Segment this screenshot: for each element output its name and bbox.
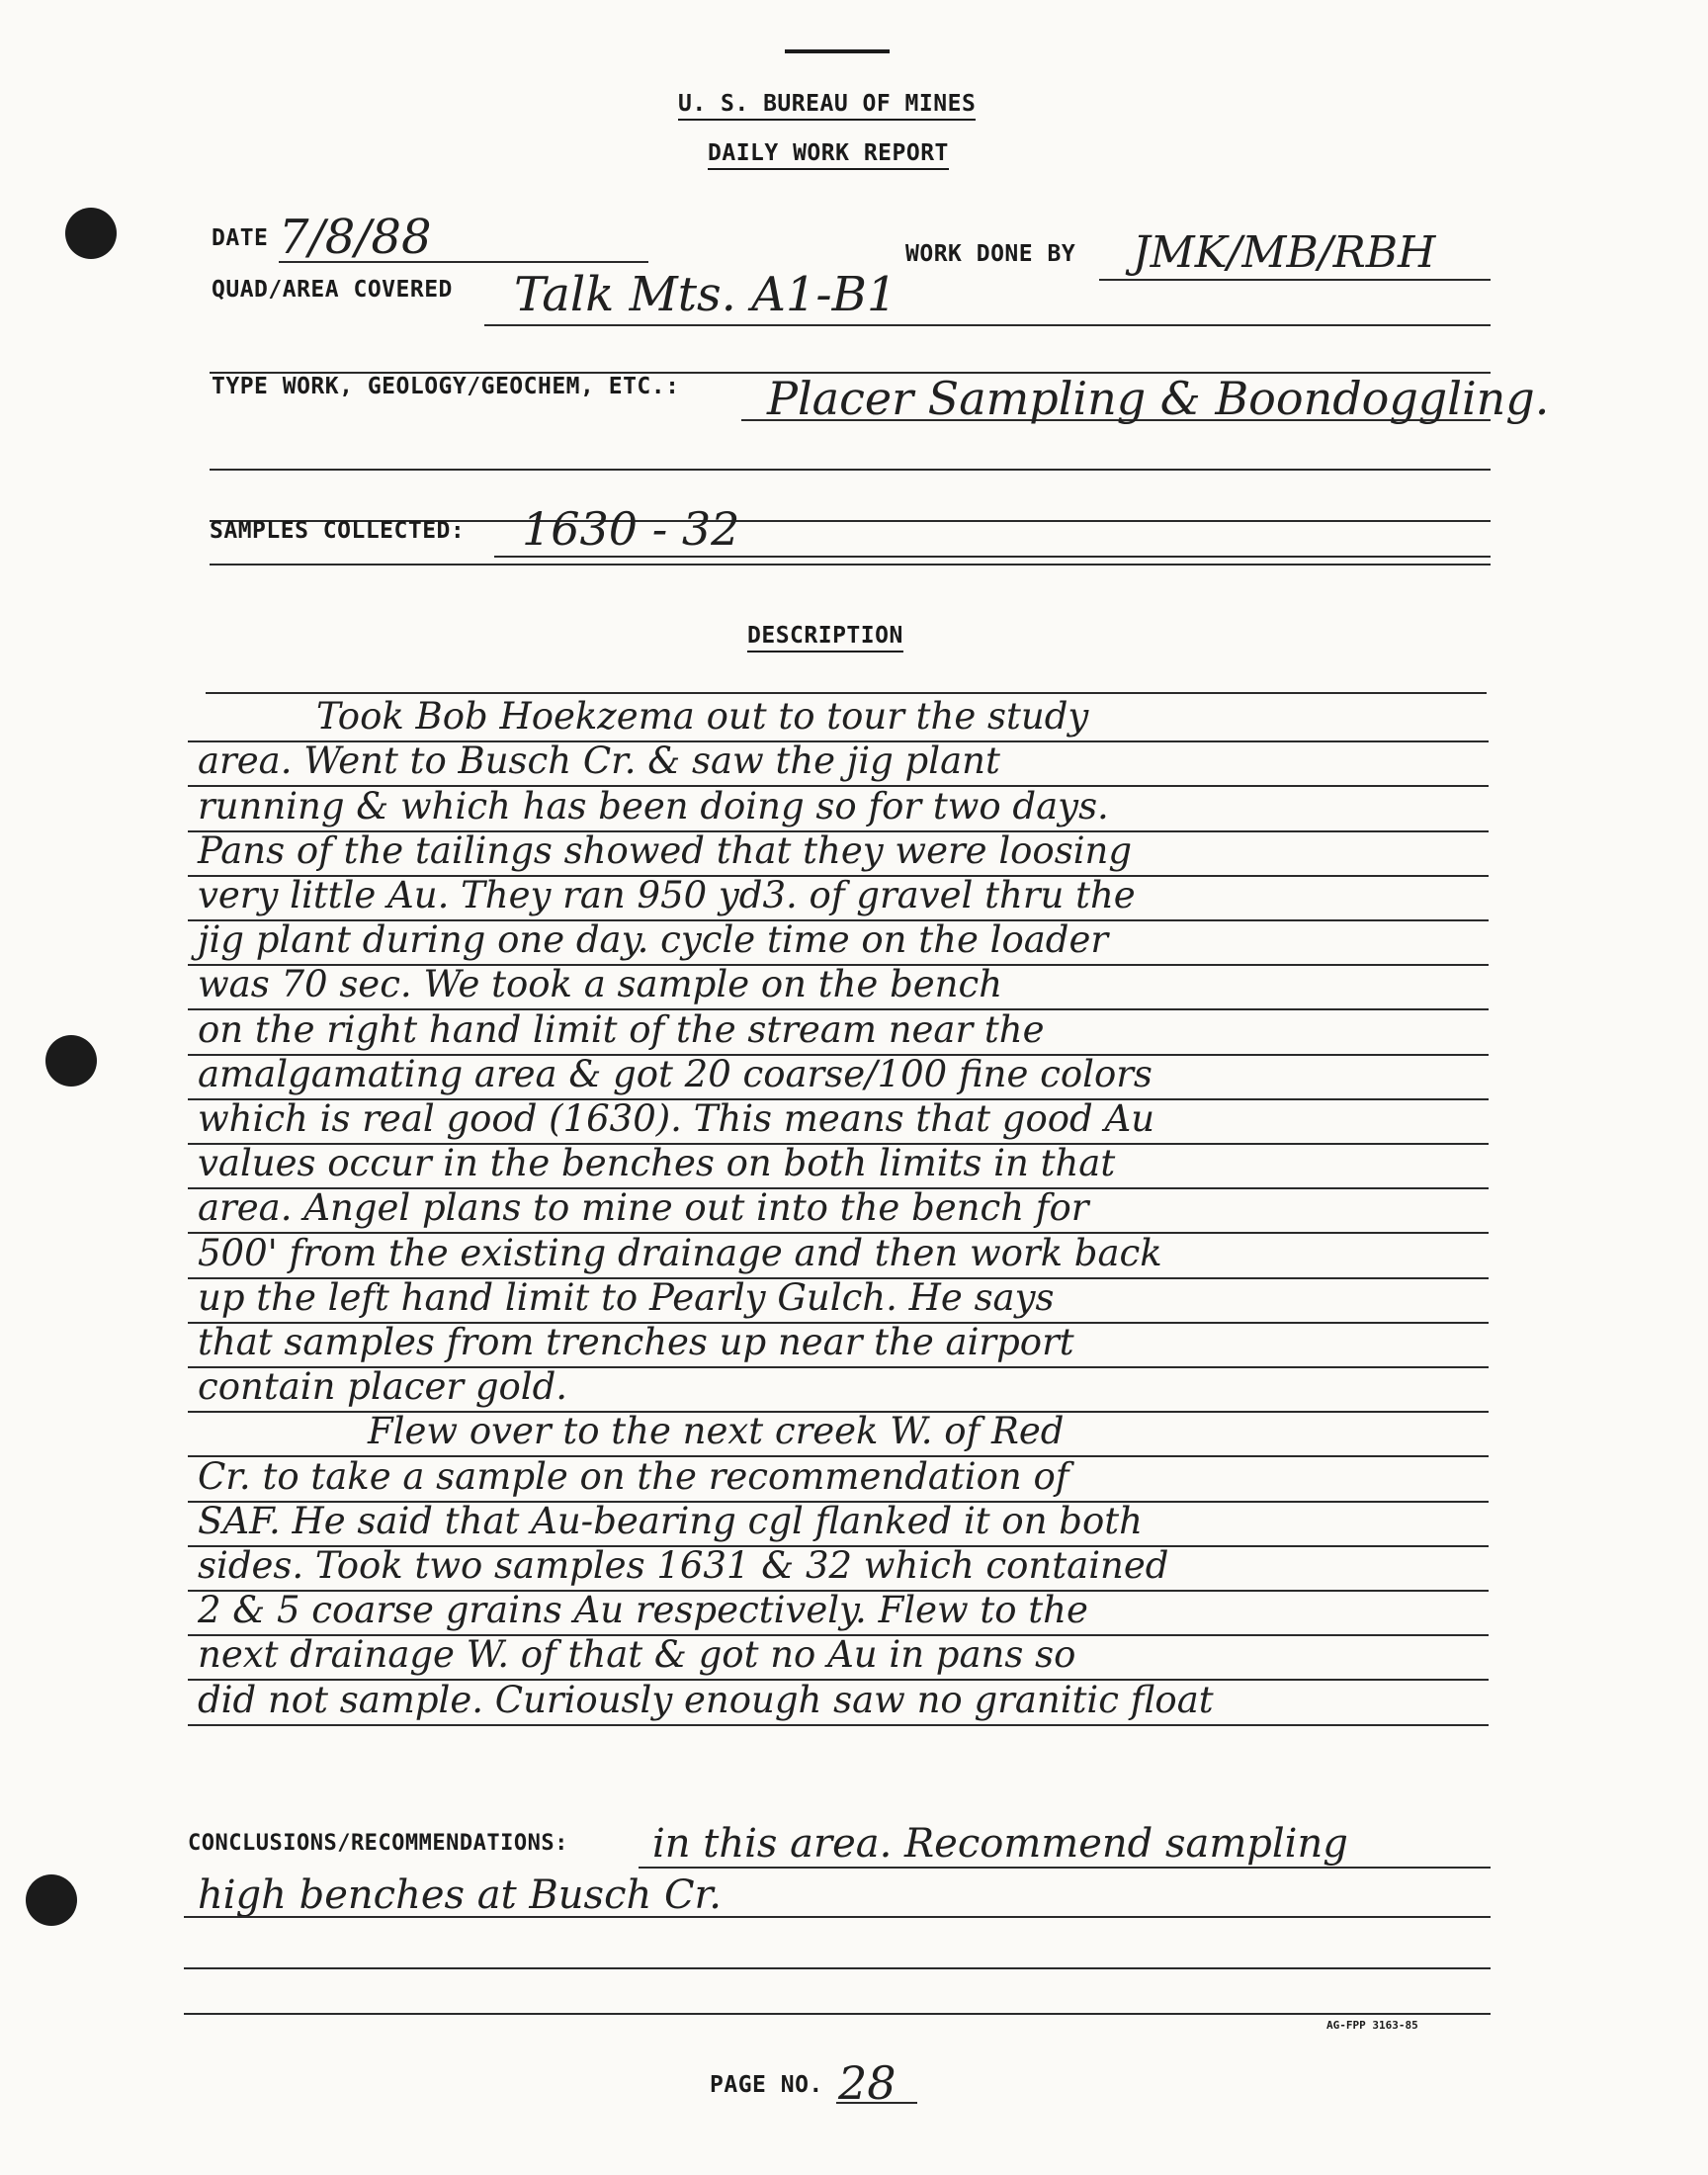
page-number-value: 28 <box>838 2056 897 2110</box>
work-done-by-rule <box>1099 279 1491 281</box>
conclusions-rule-3 <box>184 1967 1491 1969</box>
quad-area-label: QUAD/AREA COVERED <box>212 277 453 303</box>
agency-title: U. S. BUREAU OF MINES <box>678 91 976 121</box>
description-line: next drainage W. of that & got no Au in pans so <box>198 1633 1076 1676</box>
work-done-by-value: JMK/MB/RBH <box>1133 227 1436 278</box>
top-dash-mark <box>785 49 890 53</box>
description-line: which is real good (1630). This means that good Au <box>198 1097 1155 1140</box>
description-line: contain placer gold. <box>198 1365 568 1408</box>
conclusions-rule-1 <box>639 1867 1491 1869</box>
punch-hole-bottom <box>26 1874 77 1926</box>
conclusions-rule-2 <box>184 1916 1491 1918</box>
description-line: Cr. to take a sample on the recommendation of <box>198 1455 1069 1498</box>
type-work-label: TYPE WORK, GEOLOGY/GEOCHEM, ETC.: <box>212 374 680 399</box>
description-line: running & which has been doing so for two days. <box>198 785 1109 827</box>
form-code: AG-FPP 3163-85 <box>1326 2019 1418 2032</box>
page-number-label: PAGE NO. <box>710 2072 823 2098</box>
description-line: 2 & 5 coarse grains Au respectively. Flew to the <box>198 1589 1088 1631</box>
punch-hole-middle <box>45 1035 97 1087</box>
description-heading: DESCRIPTION <box>747 623 903 652</box>
conclusions-line-2: high benches at Busch Cr. <box>198 1872 722 1918</box>
description-line: was 70 sec. We took a sample on the bench <box>198 963 1003 1005</box>
form-title: DAILY WORK REPORT <box>708 140 949 170</box>
description-line: that samples from trenches up near the airport <box>198 1321 1074 1363</box>
description-line: very little Au. They ran 950 yd3. of gravel thru the <box>198 874 1136 916</box>
description-rule <box>188 1724 1489 1726</box>
description-line: area. Went to Busch Cr. & saw the jig plant <box>198 740 1000 782</box>
description-rule-0 <box>206 692 1487 694</box>
description-line: on the right hand limit of the stream near the <box>198 1008 1045 1051</box>
punch-hole-top <box>65 208 117 259</box>
description-line: 500' from the existing drainage and then work back <box>198 1232 1162 1274</box>
conclusions-label: CONCLUSIONS/RECOMMENDATIONS: <box>188 1831 568 1856</box>
blank-rule-2 <box>210 469 1491 471</box>
description-line: SAF. He said that Au-bearing cgl flanked it on both <box>198 1500 1143 1542</box>
date-label: DATE <box>212 225 269 251</box>
conclusions-rule-4 <box>184 2013 1491 2015</box>
date-value: 7/8/88 <box>279 210 432 265</box>
samples-collected-rule <box>494 556 1491 558</box>
samples-collected-value: 1630 - 32 <box>522 502 740 556</box>
description-line: jig plant during one day. cycle time on the loader <box>198 918 1109 961</box>
description-line: area. Angel plans to mine out into the bench for <box>198 1186 1089 1229</box>
work-done-by-label: WORK DONE BY <box>905 241 1076 267</box>
description-line: did not sample. Curiously enough saw no granitic float <box>198 1679 1214 1721</box>
description-line: Pans of the tailings showed that they were loosing <box>198 829 1133 872</box>
description-line: values occur in the benches on both limits in that <box>198 1142 1116 1184</box>
conclusions-line-1: in this area. Recommend sampling <box>652 1821 1348 1867</box>
type-work-value: Placer Sampling & Boondoggling. <box>767 372 1550 425</box>
description-line: Flew over to the next creek W. of Red <box>368 1410 1065 1452</box>
description-line: amalgamating area & got 20 coarse/100 fine colors <box>198 1053 1153 1095</box>
description-line: up the left hand limit to Pearly Gulch. He says <box>198 1276 1055 1319</box>
description-line: sides. Took two samples 1631 & 32 which contained <box>198 1544 1169 1587</box>
samples-collected-label: SAMPLES COLLECTED: <box>210 518 466 544</box>
quad-area-rule <box>484 324 1491 326</box>
quad-area-value: Talk Mts. A1-B1 <box>514 267 897 322</box>
blank-rule-4 <box>210 564 1491 566</box>
description-line: Took Bob Hoekzema out to tour the study <box>316 695 1089 738</box>
